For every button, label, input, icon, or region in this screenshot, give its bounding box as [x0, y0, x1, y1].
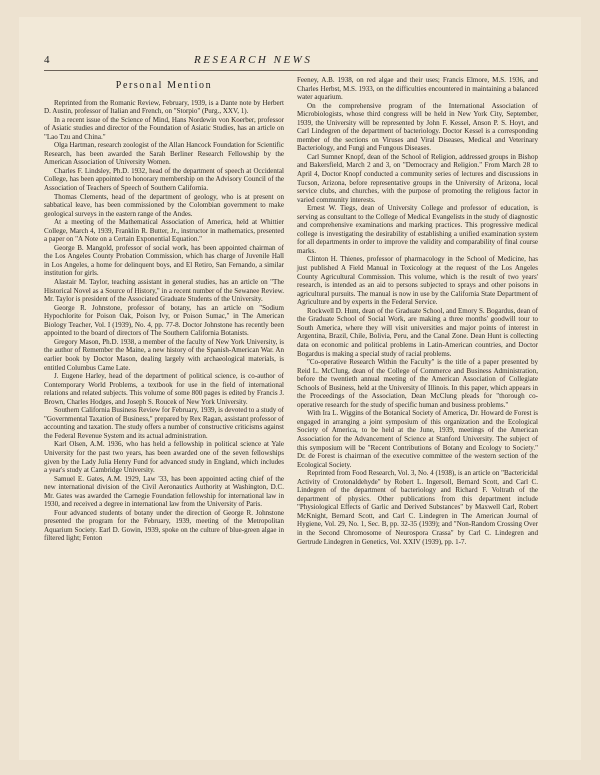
paragraph: Clinton H. Thienes, professor of pharmacology in the School of Medicine, has just published A Field Manual in Toxicology at the request of the Los Angeles County Agricultural Commission. This volume, which is the result of two years' research, is intended as an aid to persons subjected to sprays and other poisons in agricultural pursuits. The manual is now in use by the California State Department of Agriculture and by experts in the Federal Service. — [297, 255, 538, 307]
paragraph: Four advanced students of botany under the direction of George R. Johnstone presented the program for the February, 1939, meeting of the Metropolitan Aquarium Society. Earl D. Gowin, 1939, spoke on the culture of blue-green algae in filtered light; Fenton — [44, 508, 284, 543]
page-header — [44, 54, 538, 68]
paragraph: Alastair M. Taylor, teaching assistant in general studies, has an article on "The Historical Novel as a Source of History," in a recent number of the Sewanee Review. Mr. Taylor is president of the Associated Graduate Students of the University. — [44, 278, 284, 304]
paragraph: J. Eugene Harley, head of the department of political science, is co-author of Contemporary World Problems, a textbook for use in the field of international relations and related subjects. This volume of some 800 pages is edited by Francis J. Brown, Charles Hodges, and Joseph S. Roucek of New York University. — [44, 372, 284, 406]
paragraph: Reprinted from Food Research, Vol. 3, No. 4 (1938), is an article on "Bactericidal Activity of Crotonaldehyde" by Robert L. Ingersoll, Bernard Scott, and Carl C. Lindegren of the department of bacteriology and Richard F. Voltrath of the department of physics. Other publications from this department include "Physiological Effects of Garlic and Derived Substances" by Maxwell Carl, Robert McKnight, Bernard Scott, and Carl C. Lindegren in The American Journal of Hygiene, Vol. 29, No. 1, Sec. B, pp. 32-35 (1939); and "Non-Random Crossing Over in the Second Chromosome of Neurospora Crassa" by Carl C. Lindegren and Gertrude Lindegren in Genetics, Vol. XXIV (1939), pp. 1-7. — [297, 469, 538, 546]
paragraph: Rockwell D. Hunt, dean of the Graduate School, and Emory S. Bogardus, dean of the Graduate School of Social Work, are making a three months' goodwill tour to South America, where they will visit universities and major points of interest in Argentina, Brazil, Chile, Bolivia, Peru, and the Canal Zone. Dean Hunt is collecting data on economic and political problems in Latin-American countries, and Doctor Bogardus is making a special study of racial problems. — [297, 306, 538, 358]
paragraph: Karl Olsen, A.M. 1936, who has held a fellowship in political science at Yale University for the past two years, has been awarded one of the seven fellowships given by the Lady Julia Henry Fund for advanced study in England, which includes a year's study at Cambridge University. — [44, 440, 284, 475]
paragraph: In a recent issue of the Science of Mind, Hans Nordewin von Koerber, professor of Asiatic studies and director of the Foundation of Asiatic Studies, has an article on "Lao Tzu and China." — [44, 115, 284, 141]
left-column — [44, 76, 284, 543]
paragraph: At a meeting of the Mathematical Association of America, held at Whittier College, March 4, 1939, Franklin R. Butter, Jr., instructor in mathematics, presented a paper on "A Note on a Certain Exponential Equation." — [44, 218, 284, 244]
paragraph: George B. Mangold, professor of social work, has been appointed chairman of the Los Angeles County Probation Commission, which has charge of Juvenile Hall in Los Angeles, a home for delinquent boys, and El Retiro, San Fernando, a similar institution for girls. — [44, 243, 284, 278]
paragraph: George R. Johnstone, professor of botany, has an article on "Sodium Hypochlorite for Poison Oak, Poison Ivy, or Poison Sumac," in The American Biology Teacher, Vol. I (1939), No. 4, pp. 77-8. Doctor Johnstone has recently been appointed to the board of directors of The Southern California Botanists. — [44, 303, 284, 338]
paragraph: "Co-operative Research Within the Faculty" is the title of a paper presented by Reid L. McClung, dean of the College of Commerce and Business Administration, before the twentieth annual meeting of the American Association of Collegiate Schools of Business, held at the University of Illinois. In this paper, which appears in the Proceedings of the Association, Dean McClung pleads for "thorough co-operative research for the study of specific human and business problems." — [297, 358, 538, 409]
section-title: Personal Mention — [115, 80, 213, 91]
right-column — [297, 76, 538, 546]
paragraph: Carl Sumner Knopf, dean of the School of Religion, addressed groups in Bishop and Bakersfield, March 2 and 3, on "Democracy and Religion." From March 28 to April 4, Doctor Knopf conducted a community series of lectures and discussions in Tucson, Arizona, before representative groups in the University of Arizona, local service clubs, and churches, with the purpose of promoting the religious factor in varied community interests. — [297, 152, 538, 204]
paragraph: Samuel E. Gates, A.M. 1929, Law '33, has been appointed acting chief of the new international division of the Civil Aeronautics Authority at Washington, D.C. Mr. Gates was awarded the Carnegie Foundation fellowship for international law in 1930, and received a degree in international law from the University of Paris. — [44, 474, 284, 509]
paragraph: Charles F. Lindsley, Ph.D. 1932, head of the department of speech at Occidental College, has been appointed to honorary membership on the Advisory Council of the Association of Teachers of Speech of Southern California. — [44, 166, 284, 193]
paragraph: On the comprehensive program of the International Association of Microbiologists, whose third congress will be held in New York City, September, 1939, the University will be represented by John F. Kessel, Anson P. S. Hoyt, and Carl Lindegren of the department of bacteriology. Doctor Kessel is a corresponding member of the sections on Viruses and Viral Diseases, Medical and Veterinary Bacteriology, and Fungi and Fungous Diseases. — [297, 101, 538, 153]
header-rule — [44, 70, 538, 71]
page-number: 4 — [44, 54, 50, 66]
paragraph-continuation: Feeney, A.B. 1938, on red algae and their uses; Francis Elmore, M.S. 1936, and Charles Herbst, M.S. 1933, on the difficulties encountered in maintaining a balanced water aquarium. — [297, 76, 538, 102]
paragraph: Thomas Clements, head of the department of geology, who is at present on sabbatical leave, has been commissioned by the Colombian government to make geological surveys in the eastern range of the Andes. — [44, 192, 284, 218]
paragraph: Southern California Business Review for February, 1939, is devoted to a study of "Governmental Taxation of Business," prepared by Rex Ragan, assistant professor of accounting and taxation. The study offers a number of constructive criticisms against the Federal Revenue System and its actual administration. — [44, 406, 284, 440]
paragraph: With Ira L. Wiggins of the Botanical Society of America, Dr. Howard de Forest is engaged in arranging a joint symposium of this organization and the Ecological Society of America, to be held at the June, 1939, meetings of the American Association for the Advancement of Science at Stanford University. The subject of this symposium will be "Recent Contributions of Botany and Ecology to Society." Dr. de Forest is chairman of the executive committee of the western section of the Ecological Society. — [297, 409, 538, 469]
running-head: RESEARCH NEWS — [194, 54, 313, 66]
paragraph: Olga Hartman, research zoologist of the Allan Hancock Foundation for Scientific Research, has been awarded the Sarah Berliner Research Fellowship by the American Association of University Women. — [44, 141, 284, 167]
paragraph: Gregory Mason, Ph.D. 1938, a member of the faculty of New York University, is the author of Remember the Maine, a new history of the Spanish-American War. An earlier book by Doctor Mason, dealing largely with archaeological materials, is entitled Columbus Came Late. — [44, 337, 284, 372]
paragraph: Reprinted from the Romanic Review, February, 1939, is a Dante note by Herbert D. Austin, professor of Italian and French, on "Storpio" (Purg., XXV, 1). — [44, 98, 284, 116]
paragraph: Ernest W. Tiegs, dean of University College and professor of education, is serving as consultant to the College of Medical Evangelists in the study of diagnostic and comprehensive examinations and marking practices. This progressive medical college is investigating the desirability of establishing a unified examination system for all departments in order to improve the validity and comparability of final course marks. — [297, 204, 538, 255]
